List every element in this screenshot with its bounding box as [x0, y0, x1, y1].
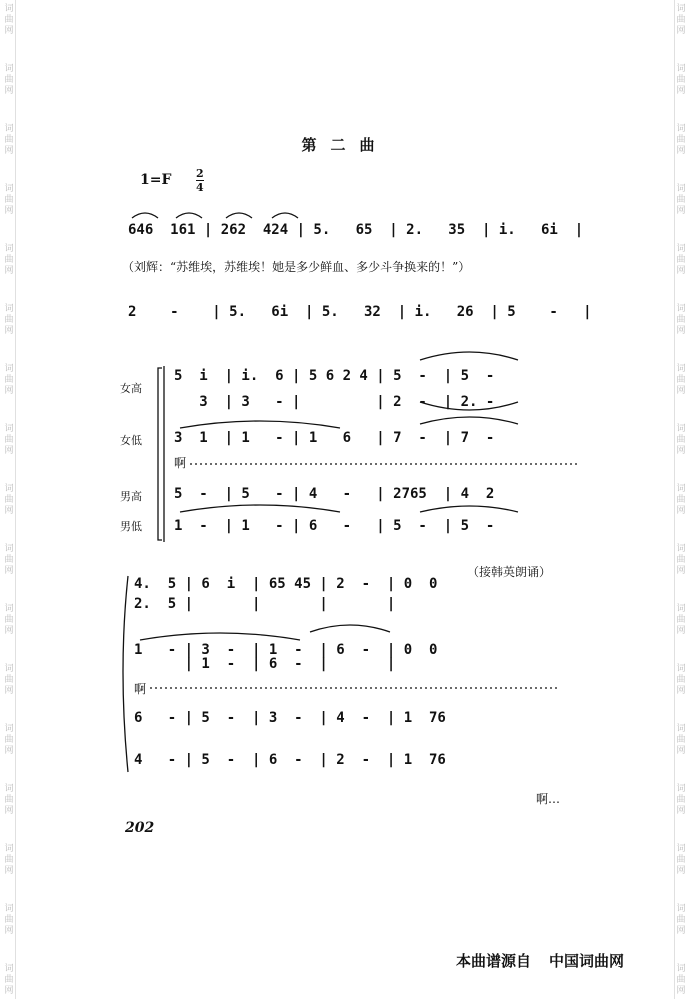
- watermark-glyphs: 词 曲 网: [676, 424, 686, 456]
- slur: [420, 417, 518, 424]
- watermark-glyphs: 词 曲 网: [676, 664, 686, 696]
- watermark-glyphs: 词 曲 网: [676, 4, 686, 36]
- watermark-glyphs: 词 曲 网: [676, 604, 686, 636]
- watermark-glyphs: 词 曲 网: [676, 544, 686, 576]
- watermark-glyphs: 词 曲 网: [4, 364, 14, 396]
- watermark-glyphs: 词 曲 网: [676, 904, 686, 936]
- s1-lyric: 啊: [174, 456, 187, 470]
- watermark-glyphs: 词 曲 网: [4, 604, 14, 636]
- slur: [310, 625, 390, 632]
- voice-label-alto: 女低: [120, 434, 142, 447]
- s2-alto-lower: | 1 - | 6 - | |: [134, 656, 396, 672]
- slur: [140, 633, 300, 640]
- watermark-glyphs: 词 曲 网: [4, 244, 14, 276]
- watermark-glyphs: 词 曲 网: [4, 784, 14, 816]
- slur: [420, 402, 518, 410]
- voice-label-bass: 男低: [120, 520, 142, 533]
- watermark-glyphs: 词 曲 网: [676, 184, 686, 216]
- watermark-glyphs: 词 曲 网: [4, 544, 14, 576]
- s1-soprano-lower: 3 | 3 - | | 2 - | 2. -: [174, 394, 495, 410]
- intro-line-1: 646 161 | 262 424 | 5. 65 | 2. 35 | i. 6i |: [128, 222, 584, 238]
- s2-soprano-lower: 2. 5 | | | |: [134, 596, 396, 612]
- s1-soprano-upper: 5 i | i. 6 | 5 6 2 4 | 5 - | 5 -: [174, 368, 495, 384]
- voice-label-soprano: 女高: [120, 382, 142, 395]
- watermark-glyphs: 词 曲 网: [4, 304, 14, 336]
- time-signature-bottom: 4: [196, 181, 204, 194]
- slur: [272, 213, 298, 218]
- time-signature-top: 2: [196, 167, 204, 180]
- narration: （刘辉：“苏维埃，苏维埃！她是多少鲜血、多少斗争换来的！”）: [122, 260, 471, 274]
- s2-lyric: 啊: [134, 682, 147, 696]
- watermark-glyphs: 词 曲 网: [676, 964, 686, 996]
- source-credit: [456, 950, 624, 971]
- slur: [226, 213, 252, 218]
- s2-soprano-upper: 4. 5 | 6 i | 65 45 | 2 - | 0 0: [134, 576, 438, 592]
- watermark-glyphs: 词 曲 网: [676, 64, 686, 96]
- key-signature: 1=F: [140, 172, 172, 188]
- watermark-glyphs: 词 曲 网: [4, 184, 14, 216]
- watermark-glyphs: 词 曲 网: [676, 244, 686, 276]
- watermark-glyphs: 词 曲 网: [676, 304, 686, 336]
- intro-line-2: 2 - | 5. 6i | 5. 32 | i. 26 | 5 - |: [128, 304, 592, 320]
- watermark-glyphs: 词 曲 网: [4, 904, 14, 936]
- watermark-glyphs: 词 曲 网: [4, 484, 14, 516]
- s2-tenor: 6 - | 5 - | 3 - | 4 - | 1 76: [134, 710, 446, 726]
- voice-label-tenor: 男高: [120, 490, 142, 503]
- slur: [180, 505, 340, 512]
- watermark-glyphs: 词 曲 网: [4, 724, 14, 756]
- watermark-glyphs: 词 曲 网: [676, 724, 686, 756]
- watermark-glyphs: 词 曲 网: [4, 424, 14, 456]
- system1-bracket: [158, 368, 162, 540]
- system2-brace: [123, 576, 128, 772]
- watermark-glyphs: 词 曲 网: [676, 784, 686, 816]
- s2-alto-upper: 1 - | 3 - | 1 - | 6 - | 0 0: [134, 642, 438, 658]
- slur: [420, 506, 518, 512]
- s1-alto: 3 1 | 1 - | 1 6 | 7 - | 7 -: [174, 430, 495, 446]
- source-prefix: 本曲谱源自: [456, 952, 532, 970]
- piece-title: 第二曲: [301, 136, 389, 154]
- watermark-glyphs: 词 曲 网: [4, 844, 14, 876]
- slur: [176, 213, 202, 218]
- page-number: 202: [125, 820, 155, 836]
- watermark-glyphs: 词 曲 网: [4, 964, 14, 996]
- watermark-glyphs: 词 曲 网: [676, 124, 686, 156]
- s2-bass: 4 - | 5 - | 6 - | 2 - | 1 76: [134, 752, 446, 768]
- slur: [420, 352, 518, 360]
- s1-bass: 1 - | 1 - | 6 - | 5 - | 5 -: [174, 518, 495, 534]
- watermark-glyphs: 词 曲 网: [676, 844, 686, 876]
- slur: [132, 213, 158, 218]
- slur: [180, 421, 340, 428]
- watermark-glyphs: 词 曲 网: [4, 124, 14, 156]
- watermark-glyphs: 词 曲 网: [676, 364, 686, 396]
- watermark-glyphs: 词 曲 网: [676, 484, 686, 516]
- recitation-note: （接韩英朗诵）: [467, 565, 552, 579]
- watermark-glyphs: 词 曲 网: [4, 64, 14, 96]
- s2-end-lyric: 啊…: [536, 792, 561, 806]
- source-site: 中国词曲网: [549, 952, 625, 970]
- watermark-glyphs: 词 曲 网: [4, 664, 14, 696]
- watermark-glyphs: 词 曲 网: [4, 4, 14, 36]
- s1-tenor: 5 - | 5 - | 4 - | 2765 | 4 2: [174, 486, 495, 502]
